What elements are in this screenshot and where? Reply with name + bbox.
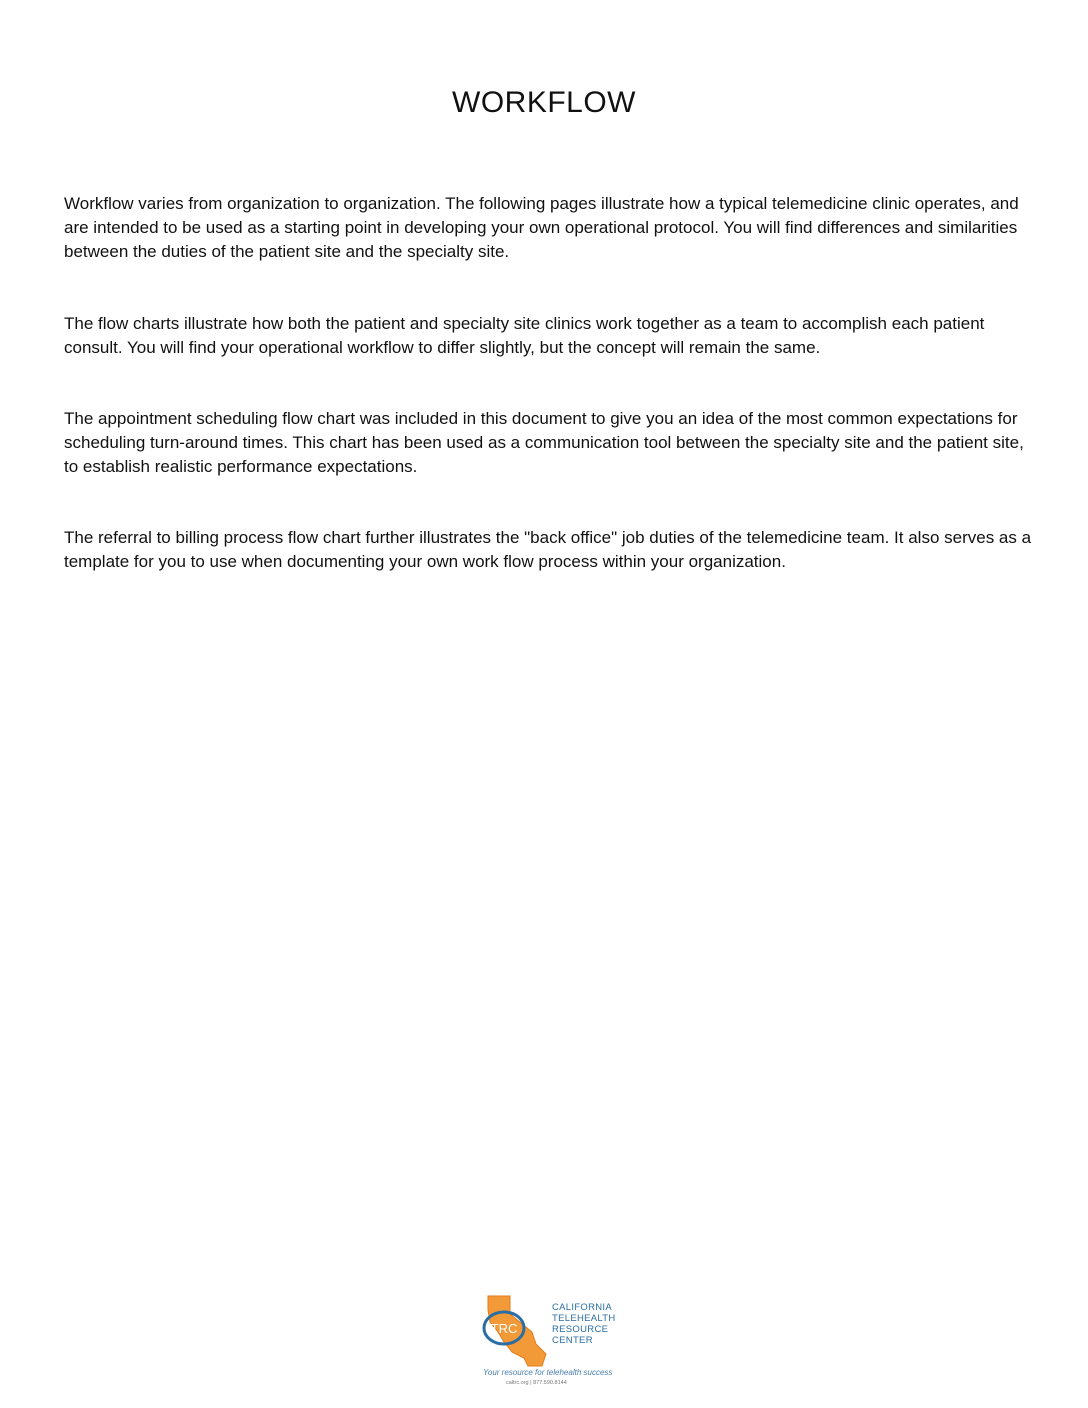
logo-contact: caltrc.org | 877.590.8144 (506, 1380, 567, 1386)
flow-charts-paragraph: The flow charts illustrate how both the patient and specialty site clinics work together as a team to accomplish each patient consult. You will find your operational workflow to differ slightly, but the concept will remain the same. (64, 314, 985, 357)
logo-name-line: CALIFORNIA (552, 1302, 613, 1313)
page-title: WORKFLOW (452, 86, 636, 119)
logo-name-line: CENTER (552, 1335, 593, 1346)
ctrc-logo (476, 1292, 626, 1392)
california-state-emblem-icon (476, 1292, 556, 1372)
logo-emblem-text: TRC (490, 1321, 518, 1336)
logo-name-line: RESOURCE (552, 1324, 609, 1335)
logo-tagline: Your resource for telehealth success (483, 1368, 613, 1377)
logo-name-line: TELEHEALTH (552, 1313, 616, 1324)
logo-organization-name (552, 1302, 616, 1346)
scheduling-paragraph: The appointment scheduling flow chart was included in this document to give you an idea of the most common expectations for scheduling turn-around times. This chart has been used as a communication tool between the specialty site and the patient site, to establish realistic performance expectations. (64, 409, 1024, 476)
billing-paragraph: The referral to billing process flow chart further illustrates the "back office" job duties of the telemedicine team. It also serves as a template for you to use when documenting your own work flow process within your organization. (64, 528, 1032, 571)
intro-paragraph: Workflow varies from organization to organization. The following pages illustrate how a typical telemedicine clinic operates, and are intended to be used as a starting point in developing your own operational protocol. You will find differences and similarities between the duties of the patient site and the specialty site. (64, 194, 1019, 261)
